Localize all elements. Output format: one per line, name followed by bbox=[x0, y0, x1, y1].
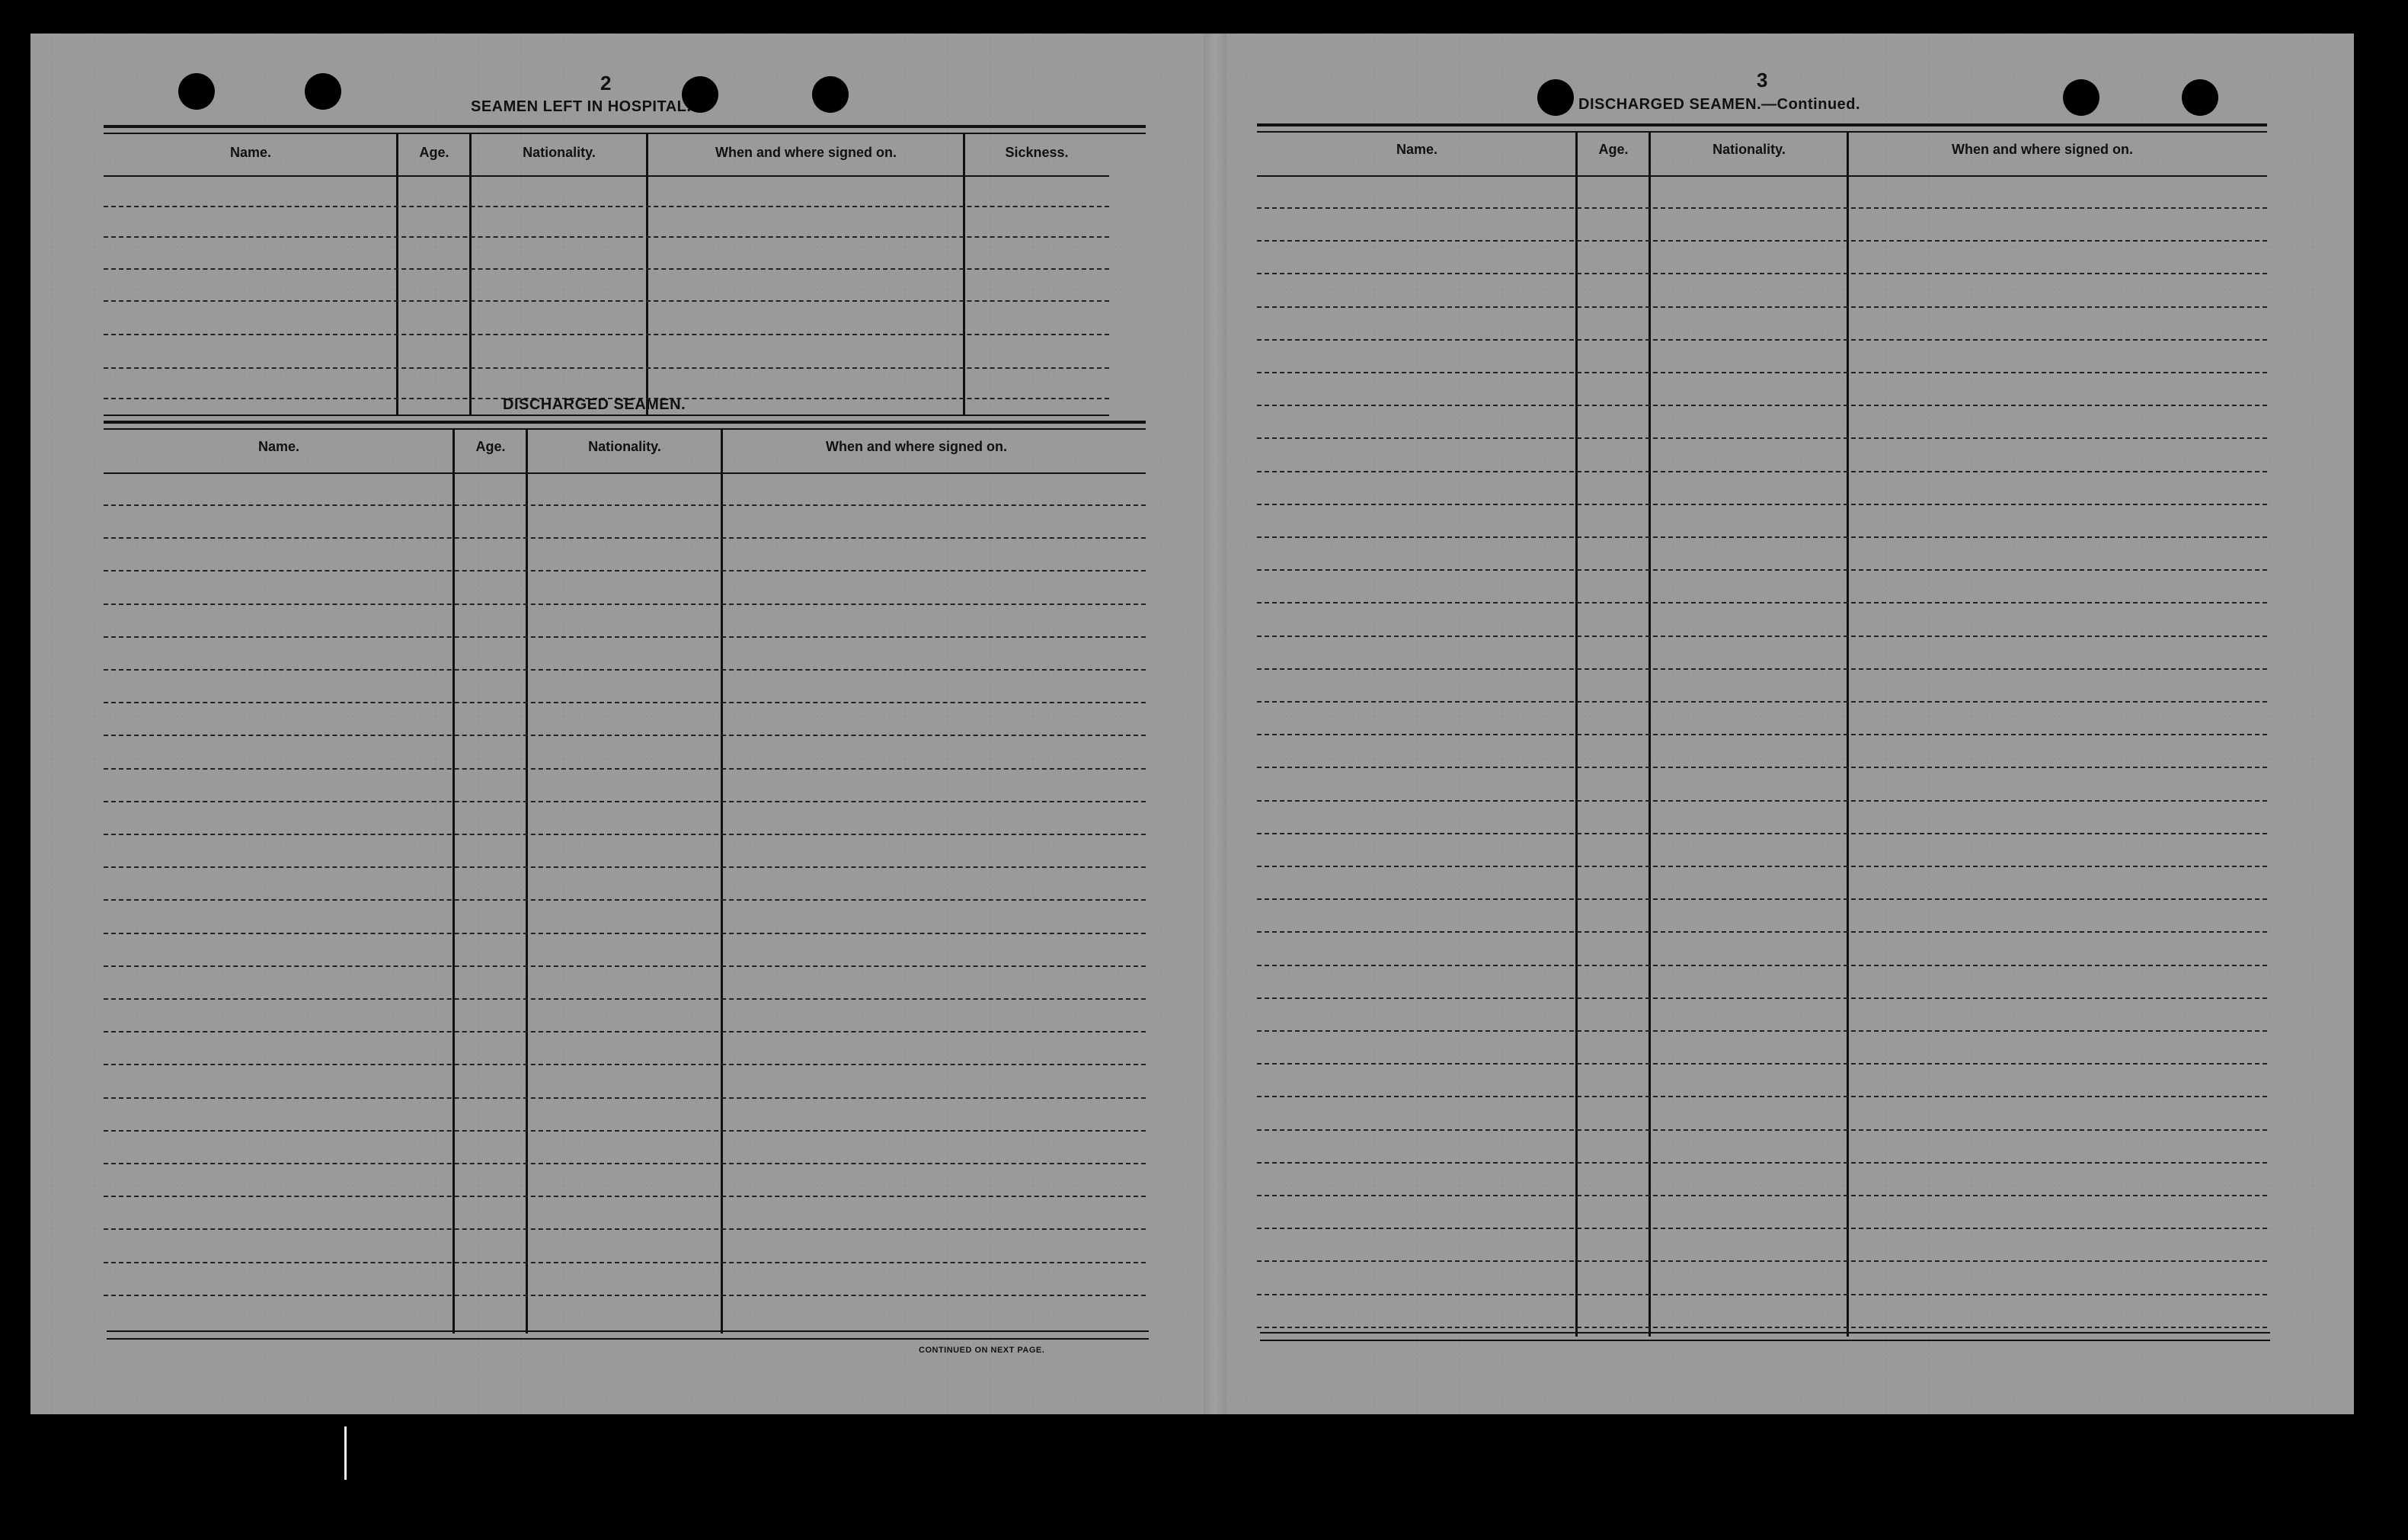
discharged-top-rule-2 bbox=[104, 428, 1146, 430]
discharged-row-line bbox=[104, 1163, 1146, 1164]
right-page bbox=[1226, 34, 2354, 1414]
discharged-continued-row-line bbox=[1257, 636, 2267, 637]
discharged-row-line bbox=[104, 1031, 1146, 1033]
discharged-row-line bbox=[104, 1130, 1146, 1132]
hospital-col-name: Name. bbox=[229, 145, 272, 160]
discharged-row-line bbox=[104, 965, 1146, 967]
discharged-continued-row-line bbox=[1257, 471, 2267, 472]
page-number: 3 bbox=[1757, 69, 1768, 91]
right-top-rule-2 bbox=[1257, 131, 2267, 133]
discharged-continued-row-line bbox=[1257, 800, 2267, 802]
discharged-row-line bbox=[104, 702, 1146, 703]
discharged-continued-row-line bbox=[1257, 273, 2267, 274]
hospital-header-rule bbox=[104, 175, 1109, 177]
discharged-header-rule bbox=[104, 472, 1146, 474]
discharged-continued-row-line bbox=[1257, 1129, 2267, 1131]
discharged-row-line bbox=[104, 1295, 1146, 1296]
discharged-row-line bbox=[104, 834, 1146, 835]
right-col-age: Age. bbox=[1598, 142, 1629, 157]
discharged-continued-row-line bbox=[1257, 898, 2267, 900]
continued-note: CONTINUED ON NEXT PAGE. bbox=[919, 1346, 1045, 1355]
discharged-continued-row-line bbox=[1257, 1195, 2267, 1196]
discharged-divider bbox=[721, 430, 723, 1333]
discharged-row-line bbox=[104, 636, 1146, 638]
discharged-row-line bbox=[104, 1097, 1146, 1099]
discharged-row-line bbox=[104, 1228, 1146, 1230]
document-sheet bbox=[30, 34, 2354, 1414]
right-top-rule bbox=[1257, 123, 2267, 126]
discharged-row-line bbox=[104, 1064, 1146, 1065]
discharged-continued-row-line bbox=[1257, 207, 2267, 209]
discharged-row-line bbox=[104, 801, 1146, 802]
discharged-row-line bbox=[104, 669, 1146, 671]
page-fold bbox=[1204, 34, 1226, 1414]
discharged-continued-row-line bbox=[1257, 1030, 2267, 1032]
discharged-row-line bbox=[104, 537, 1146, 539]
discharged-bottom-rule bbox=[107, 1330, 1149, 1332]
hospital-section-title: SEAMEN LEFT IN HOSPITAL. bbox=[471, 98, 692, 115]
discharged-continued-row-line bbox=[1257, 372, 2267, 373]
right-col-nationality: Nationality. bbox=[1712, 142, 1786, 157]
hospital-col-nationality: Nationality. bbox=[523, 145, 596, 160]
hospital-divider bbox=[646, 134, 648, 416]
discharged-section-title: DISCHARGED SEAMEN. bbox=[503, 396, 686, 413]
discharged-continued-row-line bbox=[1257, 866, 2267, 867]
hospital-col-age: Age. bbox=[419, 145, 449, 160]
discharged-col-nationality: Nationality. bbox=[588, 439, 661, 454]
hospital-col-signed-on: When and where signed on. bbox=[715, 145, 897, 160]
discharged-row-line bbox=[104, 735, 1146, 736]
discharged-continued-row-line bbox=[1257, 1162, 2267, 1164]
discharged-continued-title: DISCHARGED SEAMEN.—Continued. bbox=[1578, 96, 1861, 113]
discharged-col-age: Age. bbox=[475, 439, 506, 454]
right-bottom-rule-2 bbox=[1260, 1340, 2270, 1341]
hospital-divider bbox=[963, 134, 965, 416]
discharged-continued-row-line bbox=[1257, 1294, 2267, 1295]
discharged-continued-row-line bbox=[1257, 1096, 2267, 1097]
page-number: 2 bbox=[600, 72, 612, 94]
discharged-continued-row-line bbox=[1257, 931, 2267, 933]
discharged-continued-row-line bbox=[1257, 306, 2267, 308]
discharged-row-line bbox=[104, 899, 1146, 901]
hospital-row-line bbox=[104, 236, 1109, 238]
discharged-continued-row-line bbox=[1257, 405, 2267, 406]
discharged-continued-row-line bbox=[1257, 833, 2267, 834]
discharged-row-line bbox=[104, 570, 1146, 571]
discharged-row-line bbox=[104, 933, 1146, 934]
hospital-top-rule-2 bbox=[104, 133, 1146, 134]
left-page bbox=[30, 34, 1204, 1414]
hospital-divider bbox=[396, 134, 398, 416]
right-col-name: Name. bbox=[1396, 142, 1438, 157]
hospital-col-sickness: Sickness. bbox=[1005, 145, 1069, 160]
discharged-continued-row-line bbox=[1257, 569, 2267, 571]
discharged-continued-row-line bbox=[1257, 536, 2267, 538]
hospital-row-line bbox=[104, 300, 1109, 302]
discharged-continued-row-line bbox=[1257, 1063, 2267, 1065]
discharged-divider bbox=[526, 430, 528, 1333]
discharged-row-line bbox=[104, 604, 1146, 605]
hospital-row-line bbox=[104, 268, 1109, 270]
discharged-continued-row-line bbox=[1257, 339, 2267, 341]
discharged-col-name: Name. bbox=[257, 439, 300, 454]
discharged-row-line bbox=[104, 1262, 1146, 1263]
discharged-row-line bbox=[104, 998, 1146, 1000]
discharged-continued-row-line bbox=[1257, 1260, 2267, 1262]
discharged-row-line bbox=[104, 768, 1146, 770]
discharged-divider bbox=[452, 430, 455, 1333]
discharged-continued-row-line bbox=[1257, 240, 2267, 242]
discharged-row-line bbox=[104, 504, 1146, 506]
hospital-divider bbox=[469, 134, 472, 416]
hospital-row-line bbox=[104, 206, 1109, 207]
discharged-continued-row-line bbox=[1257, 504, 2267, 505]
discharged-col-signed-on: When and where signed on. bbox=[825, 439, 1008, 454]
hospital-row-line bbox=[104, 334, 1109, 335]
discharged-continued-row-line bbox=[1257, 1327, 2267, 1328]
discharged-continued-row-line bbox=[1257, 997, 2267, 999]
discharged-continued-row-line bbox=[1257, 437, 2267, 439]
hospital-bottom-rule bbox=[104, 415, 1109, 416]
discharged-continued-row-line bbox=[1257, 734, 2267, 735]
discharged-continued-row-line bbox=[1257, 701, 2267, 703]
discharged-bottom-rule-2 bbox=[107, 1338, 1149, 1340]
scan-artifact bbox=[344, 1426, 347, 1480]
discharged-row-line bbox=[104, 1196, 1146, 1197]
hospital-row-line bbox=[104, 367, 1109, 369]
discharged-row-line bbox=[104, 866, 1146, 868]
discharged-continued-row-line bbox=[1257, 1228, 2267, 1229]
discharged-top-rule bbox=[104, 421, 1146, 424]
right-bottom-rule bbox=[1260, 1332, 2270, 1333]
hospital-top-rule bbox=[104, 125, 1146, 128]
right-header-rule bbox=[1257, 175, 2267, 177]
discharged-continued-row-line bbox=[1257, 602, 2267, 604]
discharged-continued-row-line bbox=[1257, 767, 2267, 768]
discharged-continued-row-line bbox=[1257, 668, 2267, 670]
right-col-signed-on: When and where signed on. bbox=[1951, 142, 2134, 157]
discharged-continued-row-line bbox=[1257, 965, 2267, 966]
